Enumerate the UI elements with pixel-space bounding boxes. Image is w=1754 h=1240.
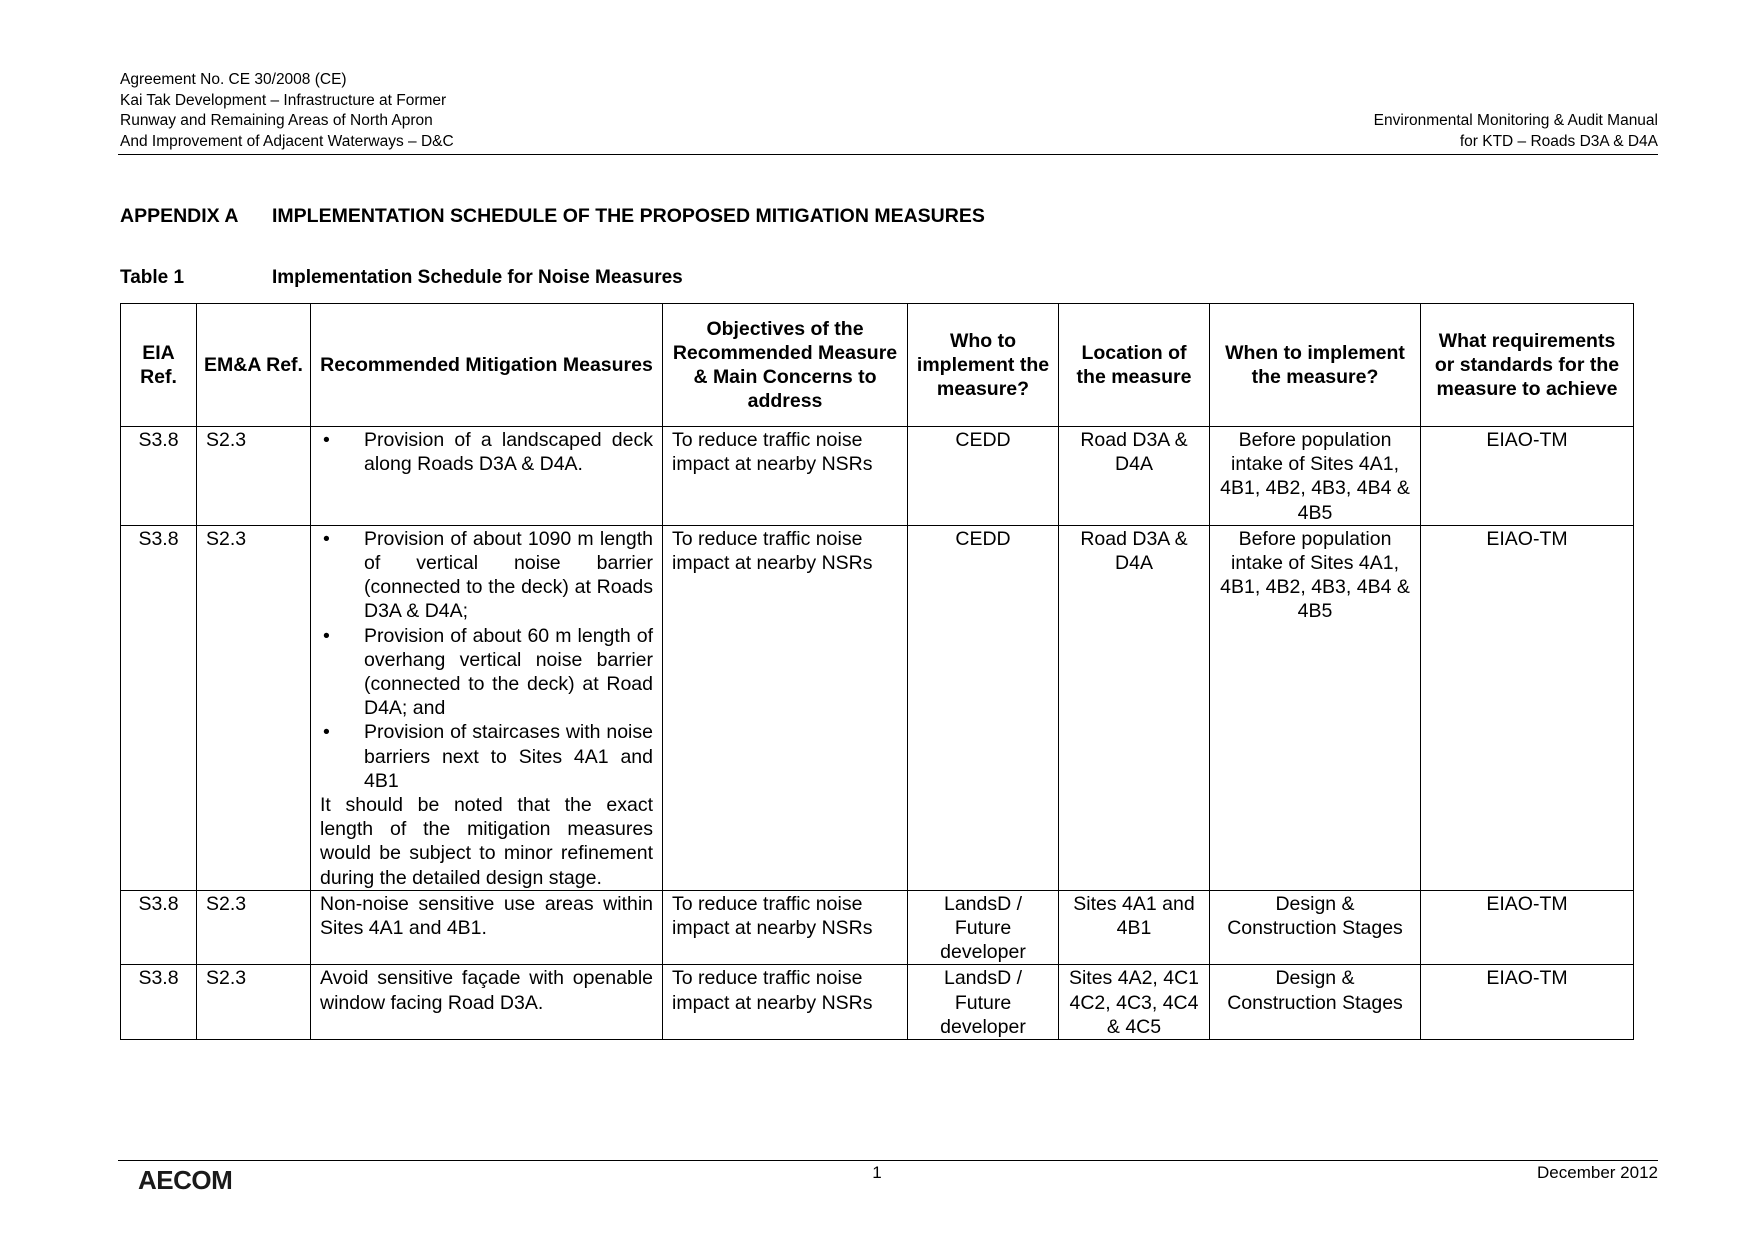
aecom-logo: AECOM (138, 1165, 233, 1195)
header-right-line: for KTD – Roads D3A & D4A (1459, 132, 1658, 150)
document-header-right (1374, 111, 1658, 152)
eia-ref-cell: S3.8 (121, 965, 197, 1040)
column-header: Location of the measure (1059, 304, 1210, 427)
header-left-line: Runway and Remaining Areas of North Apron (120, 112, 433, 129)
location-cell: Road D3A & D4A (1059, 427, 1210, 526)
requirements-cell: EIAO-TM (1421, 965, 1634, 1040)
header-right-line: Environmental Monitoring & Audit Manual (1373, 112, 1658, 129)
who-cell: CEDD (908, 525, 1059, 890)
who-cell: CEDD (908, 427, 1059, 526)
measure-bullet-item: • Provision of about 60 m length of overhang vertical noise barrier (connected to the deck) at Road D4A; and (320, 624, 653, 721)
page-number: 1 (872, 1163, 882, 1182)
requirements-cell: EIAO-TM (1421, 525, 1634, 890)
objectives-cell: To reduce traffic noise impact at nearby NSRs (663, 525, 908, 890)
column-header: When to implement the measure? (1210, 304, 1421, 427)
table-header-row (121, 304, 1634, 427)
ema-ref-cell: S2.3 (197, 890, 311, 965)
requirements-cell: EIAO-TM (1421, 427, 1634, 526)
table-row (121, 427, 1634, 526)
header-left-line: And Improvement of Adjacent Waterways – D&C (120, 132, 454, 150)
when-cell: Design & Construction Stages (1210, 965, 1421, 1040)
ema-ref-cell: S2.3 (197, 525, 311, 890)
column-header: Who to implement the measure? (908, 304, 1059, 427)
table-caption-label: Table 1 (120, 267, 185, 288)
measure-bullet-item: • Provision of about 1090 m length of vertical noise barrier (connected to the deck) at Roads D3A & D4A; (320, 527, 653, 624)
measure-bullet-item: • Provision of staircases with noise barriers next to Sites 4A1 and 4B1 (320, 720, 653, 793)
objectives-cell: To reduce traffic noise impact at nearby NSRs (663, 427, 908, 526)
eia-ref-cell: S3.8 (121, 890, 197, 965)
column-header: Objectives of the Recommended Measure & Main Concerns to address (663, 304, 908, 427)
document-header-left (120, 70, 454, 152)
objectives-cell: To reduce traffic noise impact at nearby NSRs (663, 965, 908, 1040)
table-caption (120, 267, 683, 289)
table-row (121, 525, 1634, 890)
column-header: EIA Ref. (121, 304, 197, 427)
measure-bullet-item: • Provision of a landscaped deck along Roads D3A & D4A. (320, 428, 653, 476)
requirements-cell: EIAO-TM (1421, 890, 1634, 965)
location-cell: Road D3A & D4A (1059, 525, 1210, 890)
measures-list (320, 428, 653, 476)
footer-date: December 2012 (1537, 1163, 1658, 1182)
appendix-title: IMPLEMENTATION SCHEDULE OF THE PROPOSED MITIGATION MEASURES (272, 205, 985, 227)
appendix-heading (120, 205, 985, 228)
header-left-line: Agreement No. CE 30/2008 (CE) (120, 71, 347, 88)
who-cell: LandsD / Future developer (908, 890, 1059, 965)
column-header: EM&A Ref. (197, 304, 311, 427)
table-row (121, 965, 1634, 1040)
eia-ref-cell: S3.8 (121, 427, 197, 526)
appendix-label: APPENDIX A (120, 205, 239, 227)
location-cell: Sites 4A2, 4C1 4C2, 4C3, 4C4 & 4C5 (1059, 965, 1210, 1040)
when-cell: Design & Construction Stages (1210, 890, 1421, 965)
location-cell: Sites 4A1 and 4B1 (1059, 890, 1210, 965)
measures-cell (311, 525, 663, 890)
measures-note: It should be noted that the exact length of the mitigation measures would be subject to minor refinement during the detailed design stage. (320, 794, 653, 889)
table-caption-title: Implementation Schedule for Noise Measures (272, 267, 683, 288)
measures-cell (311, 427, 663, 526)
ema-ref-cell: S2.3 (197, 965, 311, 1040)
header-divider (118, 154, 1658, 155)
header-left-line: Kai Tak Development – Infrastructure at Former (120, 91, 447, 109)
column-header: What requirements or standards for the measure to achieve (1421, 304, 1634, 427)
footer-divider (118, 1160, 1658, 1161)
table-row (121, 890, 1634, 965)
who-cell: LandsD / Future developer (908, 965, 1059, 1040)
when-cell: Before population intake of Sites 4A1, 4B1, 4B2, 4B3, 4B4 & 4B5 (1210, 427, 1421, 526)
implementation-schedule-table (120, 303, 1634, 1040)
when-cell: Before population intake of Sites 4A1, 4B1, 4B2, 4B3, 4B4 & 4B5 (1210, 525, 1421, 890)
measures-cell: Non-noise sensitive use areas within Sites 4A1 and 4B1. (311, 890, 663, 965)
column-header: Recommended Mitigation Measures (311, 304, 663, 427)
objectives-cell: To reduce traffic noise impact at nearby NSRs (663, 890, 908, 965)
measures-cell: Avoid sensitive façade with openable window facing Road D3A. (311, 965, 663, 1040)
eia-ref-cell: S3.8 (121, 525, 197, 890)
measures-list (320, 527, 653, 793)
ema-ref-cell: S2.3 (197, 427, 311, 526)
